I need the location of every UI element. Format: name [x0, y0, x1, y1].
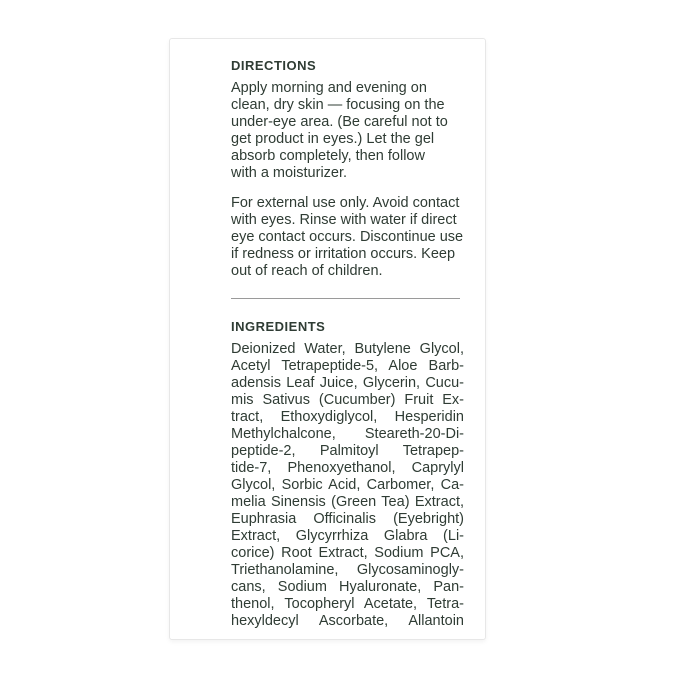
- section-divider: [231, 298, 460, 299]
- text-line: Euphrasia Officinalis (Eyebright): [231, 511, 464, 527]
- text-line: mis Sativus (Cucumber) Fruit Ex-: [231, 392, 464, 408]
- text-line: get product in eyes.) Let the gel: [231, 131, 435, 147]
- text-line: eye contact occurs. Discontinue use: [231, 229, 464, 245]
- text-line: under-eye area. (Be careful not to: [231, 114, 448, 130]
- directions-heading: DIRECTIONS: [231, 58, 317, 73]
- text-line: Methylchalcone, Steareth-20-Di-: [231, 426, 464, 442]
- text-line: cans, Sodium Hyaluronate, Pan-: [231, 579, 464, 595]
- text-line: For external use only. Avoid contact: [231, 195, 460, 211]
- text-line: with a moisturizer.: [231, 165, 348, 181]
- text-line: if redness or irritation occurs. Keep: [231, 246, 456, 262]
- text-line: corice) Root Extract, Sodium PCA,: [231, 545, 464, 561]
- text-line: thenol, Tocopheryl Acetate, Tetra-: [231, 596, 464, 612]
- directions-usage-paragraph: [231, 80, 464, 182]
- text-line: Deionized Water, Butylene Glycol,: [231, 341, 464, 357]
- text-line: melia Sinensis (Green Tea) Extract,: [231, 494, 464, 510]
- text-line: Acetyl Tetrapeptide-5, Aloe Barb-: [231, 358, 464, 374]
- text-line: tide-7, Phenoxyethanol, Caprylyl: [231, 460, 464, 476]
- product-label-panel: [169, 38, 486, 640]
- text-line: absorb completely, then follow: [231, 148, 425, 164]
- text-line: hexyldecyl Ascorbate, Allantoin: [231, 613, 464, 629]
- directions-warning-paragraph: [231, 195, 464, 280]
- text-line: tract, Ethoxydiglycol, Hesperidin: [231, 409, 464, 425]
- text-line: out of reach of children.: [231, 263, 383, 279]
- text-line: clean, dry skin — focusing on the: [231, 97, 445, 113]
- ingredients-heading: INGREDIENTS: [231, 319, 326, 334]
- text-line: Triethanolamine, Glycosaminogly-: [231, 562, 464, 578]
- text-line: Glycol, Sorbic Acid, Carbomer, Ca-: [231, 477, 464, 493]
- text-line: with eyes. Rinse with water if direct: [231, 212, 457, 228]
- text-line: Extract, Glycyrrhiza Glabra (Li-: [231, 528, 464, 544]
- text-line: adensis Leaf Juice, Glycerin, Cucu-: [231, 375, 464, 391]
- text-line: peptide-2, Palmitoyl Tetrapep-: [231, 443, 464, 459]
- text-line: Apply morning and evening on: [231, 80, 427, 96]
- ingredients-list: [231, 341, 464, 630]
